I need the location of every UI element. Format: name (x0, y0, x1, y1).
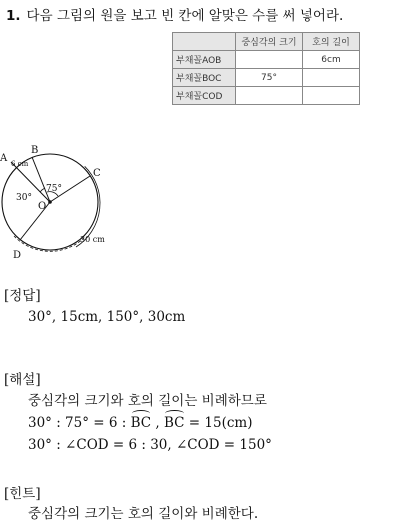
label-b: B (31, 145, 39, 156)
table-header-angle: 중심각의 크기 (236, 33, 303, 51)
label-d: D (13, 250, 22, 261)
explanation-line-1: 중심각의 크기와 호의 길이는 비례하므로 (28, 393, 267, 409)
table-row-label: 부채꼴BOC (173, 69, 236, 87)
explanation-line-2-c: = 15(cm) (184, 415, 253, 431)
answer-heading: [정답] (4, 288, 41, 304)
hint-heading: [힌트] (4, 486, 41, 502)
answer-text: 30°, 15cm, 150°, 30cm (28, 309, 186, 325)
explanation-line-2-a: 30° : 75° = 6 : (28, 415, 131, 431)
problem-number: 1. (6, 8, 21, 24)
table-header-row (173, 33, 360, 51)
table-row-label: 부채꼴COD (173, 87, 236, 105)
angle-aob-arc (40, 188, 45, 192)
arc-bc-symbol: BC (164, 412, 185, 434)
label-a: A (0, 153, 8, 164)
table-cell-arc (303, 87, 360, 105)
answer-table (172, 32, 360, 105)
label-c: C (93, 168, 101, 179)
center-point (48, 200, 52, 204)
table-cell-arc: 6cm (303, 51, 360, 69)
table-row (173, 69, 360, 87)
explanation-line-2 (28, 412, 272, 434)
table-cell-arc (303, 69, 360, 87)
table-cell-angle: 75° (236, 69, 303, 87)
label-angle-boc: 75° (46, 184, 62, 194)
label-arc-ab: 6 cm (11, 160, 29, 168)
explanation-body (28, 390, 272, 456)
problem-text: 다음 그림의 원을 보고 빈 칸에 알맞은 수를 써 넣어라. (26, 8, 344, 24)
radius-ob (32, 157, 50, 202)
table-cell-angle (236, 51, 303, 69)
table-row-label: 부채꼴AOB (173, 51, 236, 69)
explanation-line-2-b: , (151, 415, 164, 431)
table-header-blank (173, 33, 236, 51)
label-o: O (38, 201, 47, 212)
problem-statement (6, 4, 343, 24)
table-header-arc: 호의 길이 (303, 33, 360, 51)
arc-bc-symbol: BC (131, 412, 152, 434)
label-angle-aob: 30° (16, 193, 32, 203)
table-row (173, 51, 360, 69)
label-arc-cd: 30 cm (80, 235, 105, 244)
table-cell-angle (236, 87, 303, 105)
table-row (173, 87, 360, 105)
explanation-heading: [해설] (4, 372, 41, 388)
circle-figure (0, 140, 130, 270)
explanation-line-3: 30° : ∠COD = 6 : 30, ∠COD = 150° (28, 437, 272, 453)
hint-text: 중심각의 크기는 호의 길이와 비례한다. (28, 506, 259, 522)
